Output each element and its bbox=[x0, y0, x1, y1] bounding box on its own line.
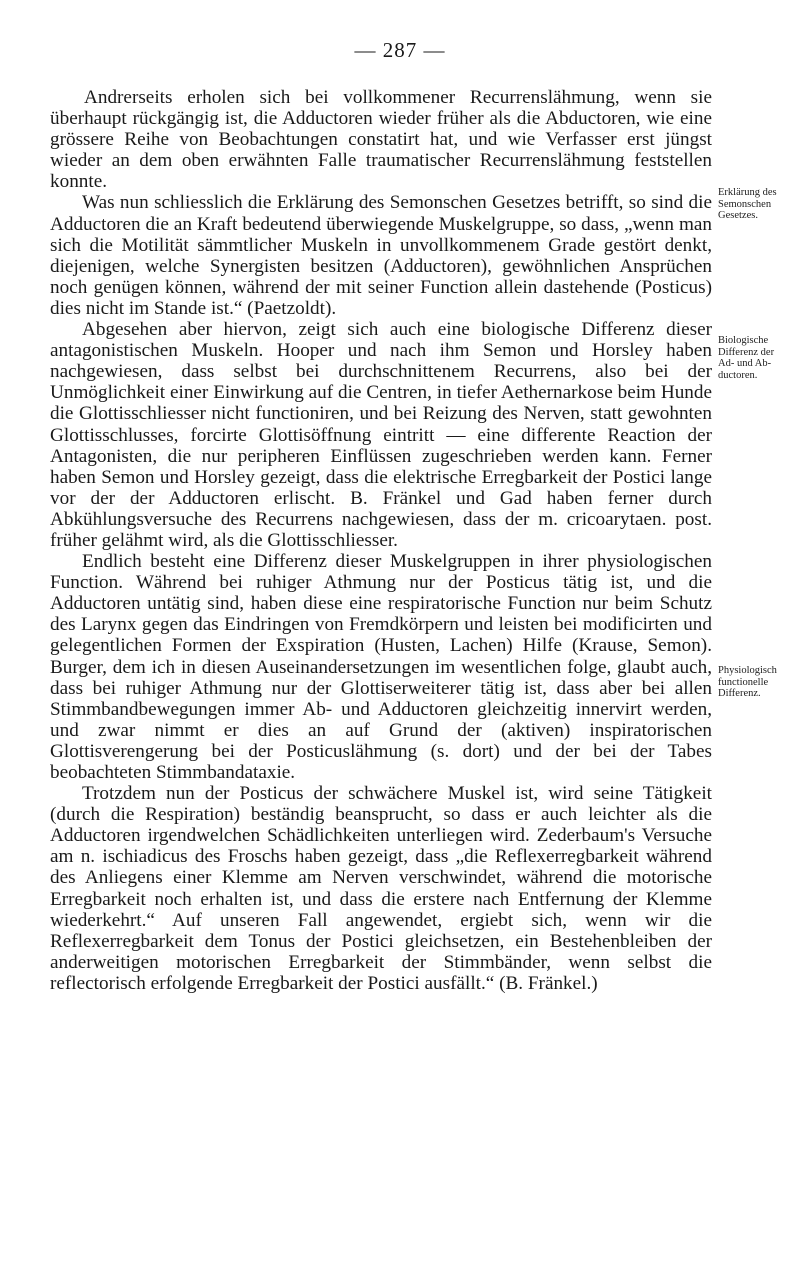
margin-note-line: Erklärung des bbox=[718, 187, 777, 198]
margin-note-erklaerung bbox=[718, 187, 798, 222]
margin-note-line: Semonschen bbox=[718, 198, 772, 210]
margin-note-line: functionelle bbox=[718, 676, 769, 688]
margin-note-biologische bbox=[718, 335, 798, 381]
margin-note-line: Physiologisch bbox=[718, 665, 777, 676]
page-number: — 287 — bbox=[354, 38, 446, 62]
margin-note-physiologisch bbox=[718, 665, 798, 700]
margin-note-line: Differenz. bbox=[718, 688, 761, 699]
margin-note-line: Gesetzes. bbox=[718, 210, 758, 221]
margin-note-line: Biologische bbox=[718, 335, 769, 346]
paragraph: Endlich besteht eine Differenz dieser Muskelgruppen in ihrer physiologischen Function. Während bei ruhiger Athmung nur der Posticus tätig ist, und die Adductoren untätig sind, haben diese eine respiratorische Function nur beim Schutz des Larynx gegen das Eindringen von Fremdkörpern und leisten bei modificirten und gelegentlichen Formen der Exspiration (Husten, Lachen) Hilfe (Krause, Semon). Burger, dem ich in diesen Auseinandersetzungen im wesentlichen folge, glaubt auch, dass bei ruhiger Athmung nur der Glottiserweiterer tätig ist, dass aber bei allen Stimmbandbewegungen immer Ab- und Adductoren gleichzeitig innervirt werden, und zwar nimmt er dies an auf Grund der (aktiven) inspiratorischen Glottisverengerung bei der Posticuslähmung (s. dort) und der bei der Tabes beobachteten Stimmbandataxie. bbox=[50, 551, 712, 783]
margin-note-line: Ad- und Ab- bbox=[718, 358, 772, 369]
paragraph: Andrerseits erholen sich bei vollkommener Recurrenslähmung, wenn sie überhaupt rückgängig ist, die Adductoren wieder früher als die Abductoren, wie eine grössere Reihe von Beobachtungen constatirt hat, und wie Verfasser erst jüngst wieder an dem oben erwähnten Falle traumatischer Recurrenslähmung feststellen konnte. bbox=[50, 87, 712, 193]
paragraph: Trotzdem nun der Posticus der schwächere Muskel ist, wird seine Tätigkeit (durch die Respiration) beständig beansprucht, so dass er auch leichter als die Adductoren irgendwelchen Schädlichkeiten unterliegen wird. Zederbaum's Versuche am n. ischiadicus des Froschs haben gezeigt, dass „die Reflexerregbarkeit während des Anliegens einer Klemme am Nerven verschwindet, während die motorische Erregbarkeit noch erhalten ist, und dass die erstere nach Entfernung der Klemme wiederkehrt.“ Auf unseren Fall angewendet, ergiebt sich, wenn wir die Reflexerregbarkeit dem Tonus der Postici gleichsetzen, ein Bestehenbleiben der anderweitigen motorischen Erregbarkeit der Stimmbänder, wenn selbst die reflectorisch erfolgende Erregbarkeit der Postici ausfällt.“ (B. Fränkel.) bbox=[50, 783, 712, 994]
paragraph: Was nun schliesslich die Erklärung des Semonschen Gesetzes betrifft, so sind die Adductoren die an Kraft bedeutend überwiegende Muskelgruppe, so dass, „wenn man sich die Motilität sämmtlicher Muskeln in unvollkommenem Grade gestört denkt, diejenigen, welche Synergisten besitzen (Adductoren), gewöhnlichen Ansprüchen noch genügen können, während der mit seiner Function allein dastehende (Posticus) dies nicht im Stande ist.“ (Paetzoldt). bbox=[50, 192, 712, 319]
paragraph: Abgesehen aber hiervon, zeigt sich auch eine biologische Differenz dieser antagonistischen Muskeln. Hooper und nach ihm Semon und Horsley haben nachgewiesen, dass selbst bei durchschnittenem Recurrens, also bei der Unmöglichkeit einer Einwirkung auf die Centren, in tiefer Aethernarkose beim Hunde die Glottisschliesser nicht functioniren, und bei Reizung des Nerven, statt gewohnten Glottisschlusses, forcirte Glottisöffnung eintritt — eine differente Reaction der Antagonisten, die nur peripheren Einflüssen zugeschrieben werden kann. Ferner haben Semon und Horsley gezeigt, dass die elektrische Erregbarkeit der Postici lange vor der der Adductoren erlischt. B. Fränkel und Gad haben ferner durch Abkühlungsversuche des Recurrens nachgewiesen, dass der m. cricoarytaen. post. früher gelähmt wird, als die Glottisschliesser. bbox=[50, 319, 712, 551]
margin-note-line: Differenz der bbox=[718, 346, 775, 358]
body-text bbox=[50, 87, 712, 994]
margin-note-line: ductoren. bbox=[718, 369, 758, 381]
